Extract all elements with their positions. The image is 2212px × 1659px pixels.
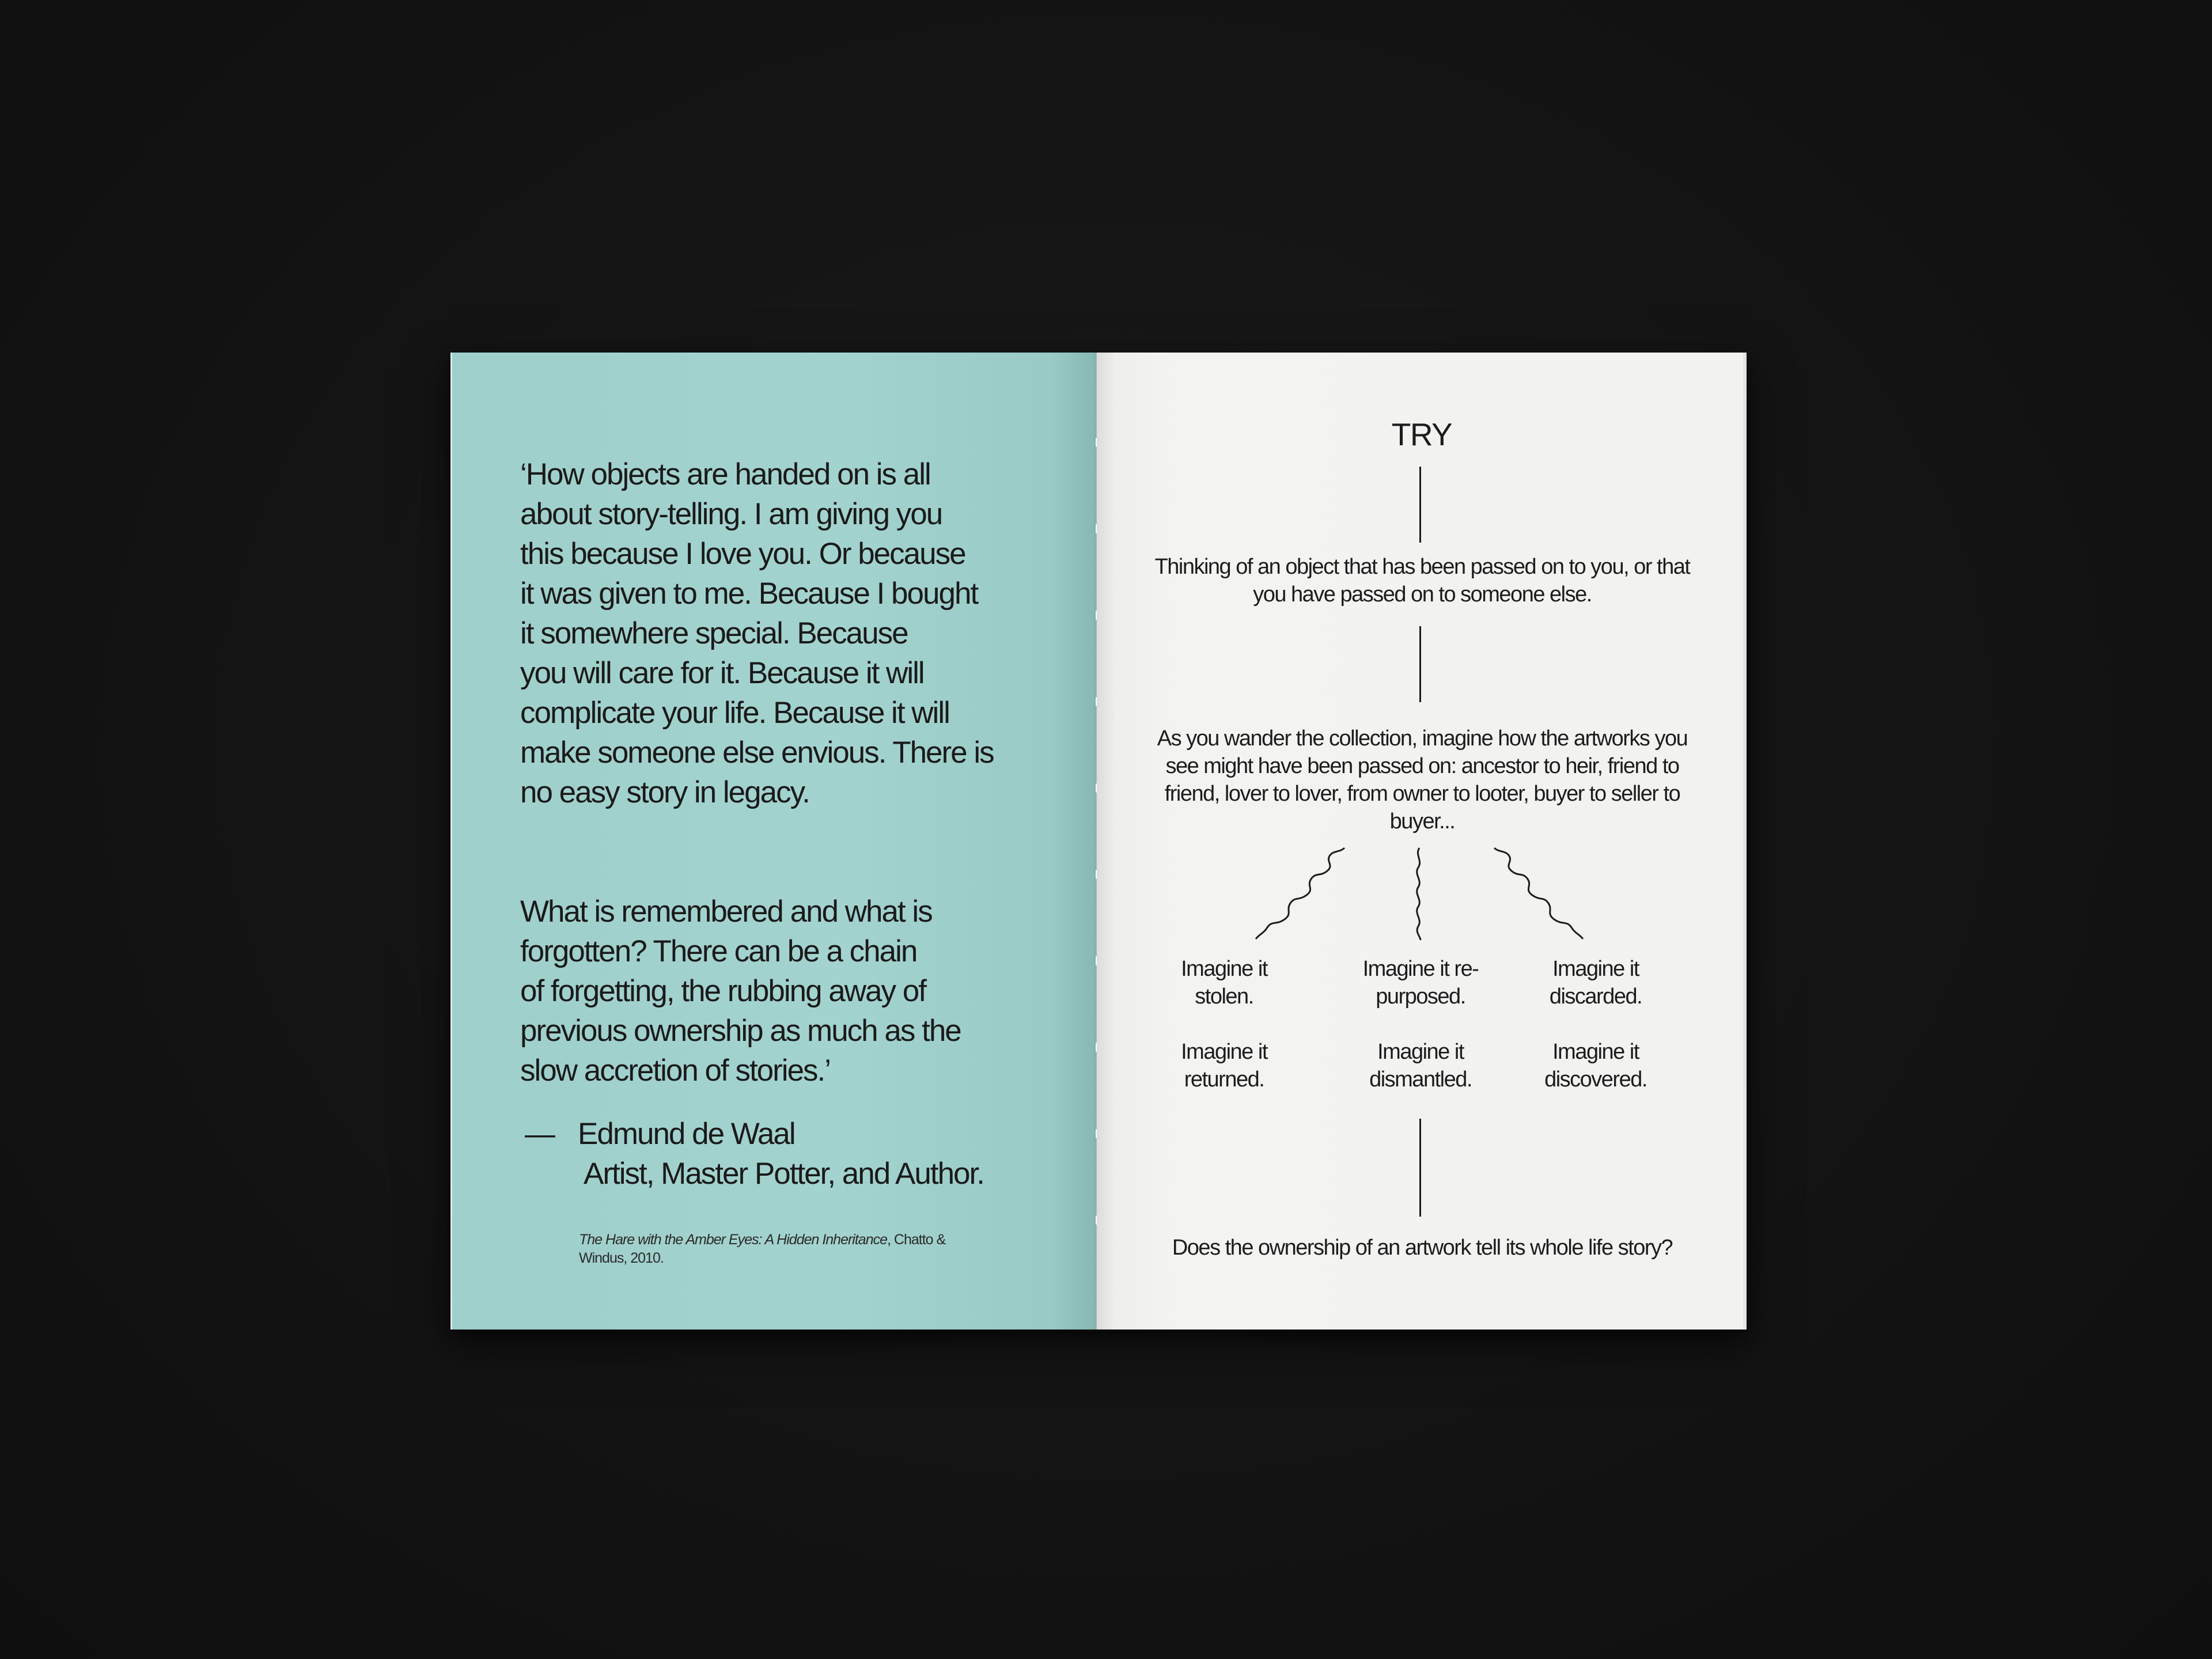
right-page — [1097, 353, 1747, 1330]
connector-line — [1419, 1119, 1421, 1217]
connector-line — [1419, 467, 1421, 543]
source-title: The Hare with the Amber Eyes: A Hidden Inheritance — [579, 1232, 888, 1248]
imagine-discarded: Imagine it discarded. — [1549, 957, 1642, 1009]
quote-text — [520, 415, 1039, 1170]
imagine-repurposed: Imagine it re-purposed. — [1362, 957, 1479, 1009]
prompt-object-passed-on: Thinking of an object that has been passed on to you, or that you have passed on to someone else. — [1154, 555, 1690, 607]
prompt-wander-collection: As you wander the collection, imagine how the artworks you see might have been passed on: ancestor to heir, friend to friend, lover to lover, from owner to looter, buyer to seller to buyer... — [1157, 726, 1688, 834]
imagine-discovered: Imagine it discovered. — [1544, 1040, 1647, 1092]
open-booklet — [450, 353, 1747, 1330]
quote-paragraph-1: ‘How objects are handed on is all about story-telling. I am giving you this because I love you. Or because it was given to me. Because I bought it somewhere special. Because you will care for it. Because it will complicate your life. Because it will make someone else envious. There is no easy story in legacy. — [520, 457, 994, 809]
connector-line — [1419, 626, 1421, 702]
imagine-dismantled: Imagine it dismantled. — [1369, 1040, 1472, 1092]
attribution-dash: — — [525, 1117, 555, 1151]
left-page — [450, 353, 1097, 1330]
attribution-name: Edmund de Waal — [578, 1117, 795, 1151]
attribution-role: Artist, Master Potter, and Author. — [584, 1157, 984, 1191]
squiggle-left — [1256, 848, 1344, 939]
quote-paragraph-2: What is remembered and what is forgotten? There can be a chain of forgetting, the rubbing away of previous ownership as much as the slow accretion of stories.’ — [520, 895, 961, 1088]
closing-question: Does the ownership of an artwork tell its whole life story? — [1172, 1236, 1673, 1260]
source-publisher: , Chatto & Windus, 2010. — [579, 1232, 946, 1266]
try-heading: TRY — [1391, 416, 1452, 452]
squiggle-connectors — [1212, 848, 1627, 952]
source-citation — [579, 1230, 994, 1267]
squiggle-right — [1494, 848, 1583, 939]
imagine-returned: Imagine it returned. — [1181, 1040, 1267, 1092]
squiggle-center — [1417, 848, 1421, 940]
imagine-stolen: Imagine it stolen. — [1181, 957, 1267, 1009]
